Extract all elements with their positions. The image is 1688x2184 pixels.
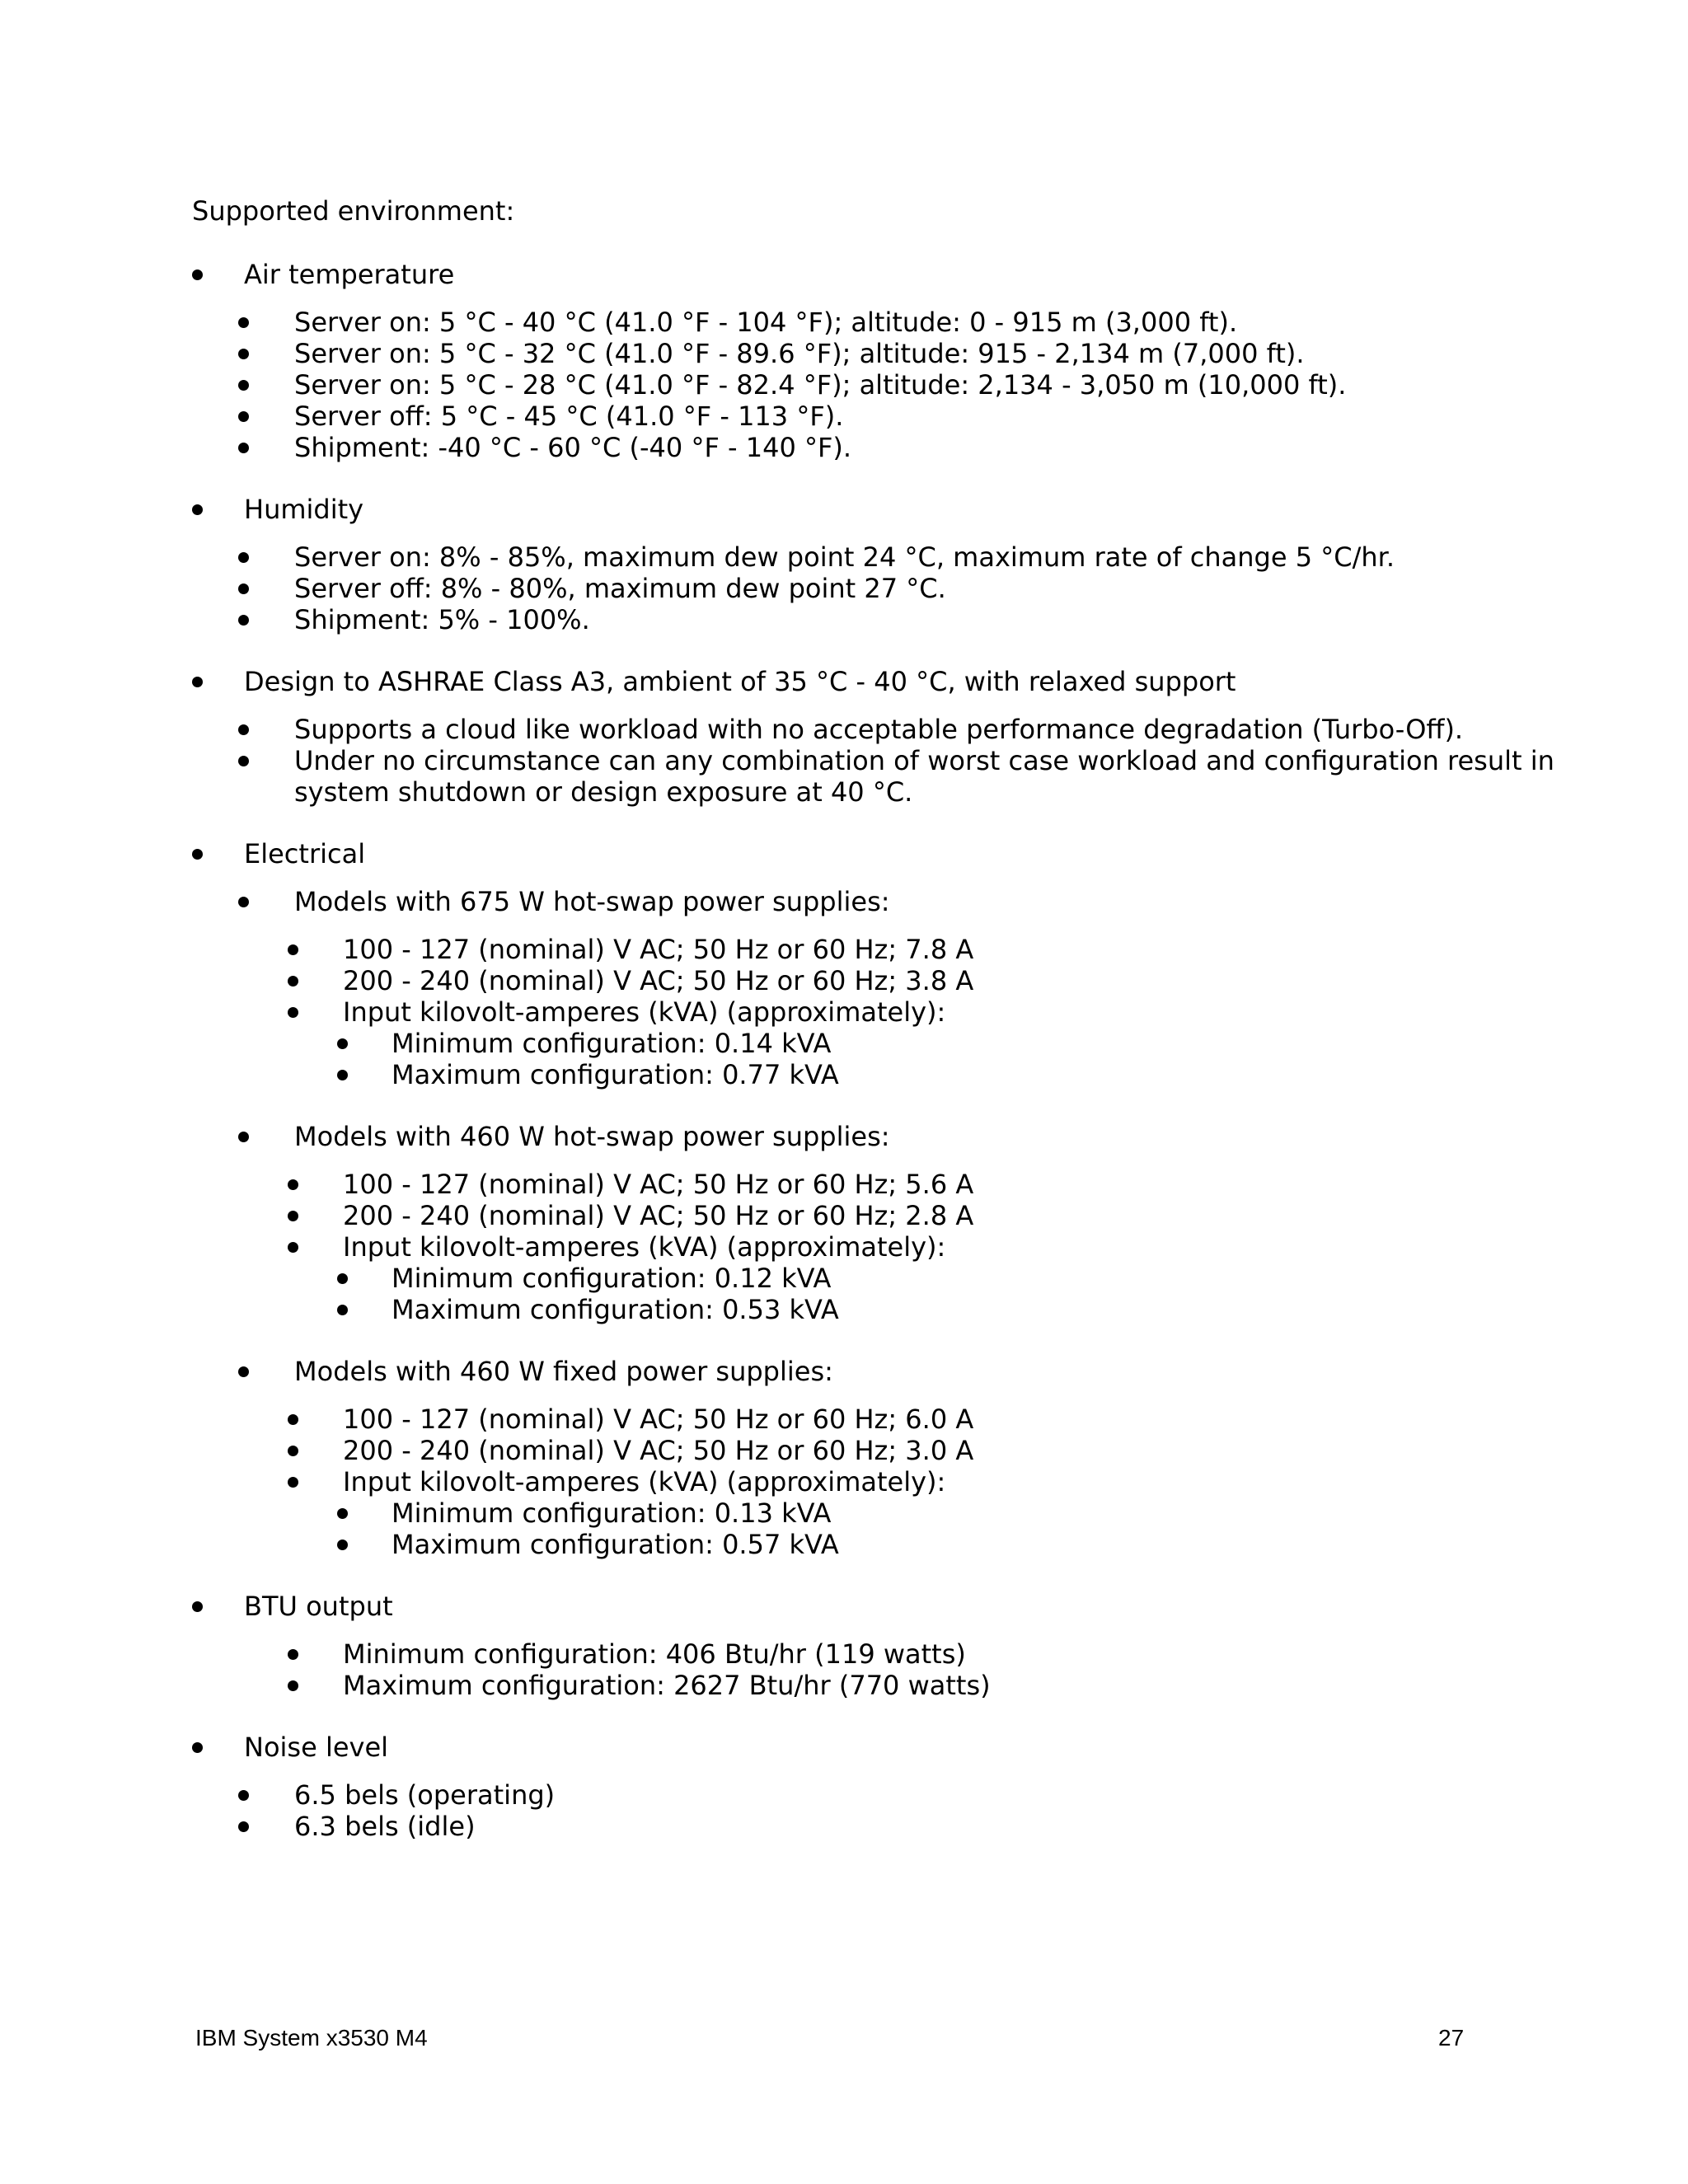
list-item: Maximum configuration: 0.53 kVA	[392, 1294, 839, 1325]
bullet-icon	[288, 1179, 298, 1190]
bullet-icon	[192, 677, 203, 687]
bullet-icon	[238, 583, 249, 594]
section-title-humidity: Humidity	[244, 494, 364, 525]
bullet-icon	[192, 269, 203, 280]
bullet-icon	[192, 849, 203, 860]
list-item: 100 - 127 (nominal) V AC; 50 Hz or 60 Hz; 5.6 A	[343, 1169, 974, 1200]
list-item: Minimum configuration: 0.14 kVA	[392, 1028, 832, 1059]
bullet-icon	[192, 504, 203, 515]
group-title: Models with 460 W fixed power supplies:	[294, 1356, 833, 1387]
list-item: Supports a cloud like workload with no acceptable performance degradation (Turbo-Off).	[294, 714, 1464, 745]
bullet-icon	[238, 411, 249, 422]
list-item: Maximum configuration: 0.77 kVA	[392, 1059, 839, 1090]
list-item: 200 - 240 (nominal) V AC; 50 Hz or 60 Hz; 2.8 A	[343, 1200, 974, 1231]
bullet-icon	[337, 1273, 348, 1284]
bullet-icon	[238, 349, 249, 359]
section-title-air-temperature: Air temperature	[244, 259, 455, 290]
bullet-icon	[288, 1680, 298, 1691]
list-item: 6.5 bels (operating)	[294, 1779, 556, 1811]
list-item: Server on: 5 °C - 32 °C (41.0 °F - 89.6 °F); altitude: 915 - 2,134 m (7,000 ft).	[294, 338, 1305, 369]
bullet-icon	[337, 1038, 348, 1049]
bullet-icon	[238, 1366, 249, 1377]
list-item: Input kilovolt-amperes (kVA) (approximately):	[343, 996, 946, 1028]
bullet-icon	[288, 1477, 298, 1488]
list-item: Input kilovolt-amperes (kVA) (approximately):	[343, 1231, 946, 1263]
list-item: Shipment: 5% - 100%.	[294, 604, 590, 635]
bullet-icon	[238, 1132, 249, 1142]
list-item: Minimum configuration: 406 Btu/hr (119 watts)	[343, 1638, 966, 1670]
bullet-icon	[288, 944, 298, 955]
section-title-electrical: Electrical	[244, 838, 366, 869]
list-item: Server on: 5 °C - 40 °C (41.0 °F - 104 °F); altitude: 0 - 915 m (3,000 ft).	[294, 307, 1238, 338]
bullet-icon	[238, 317, 249, 328]
list-item: Server off: 8% - 80%, maximum dew point 27 °C.	[294, 573, 946, 604]
bullet-icon	[288, 976, 298, 987]
bullet-icon	[288, 1649, 298, 1660]
list-item: 200 - 240 (nominal) V AC; 50 Hz or 60 Hz; 3.8 A	[343, 965, 974, 996]
bullet-icon	[288, 1211, 298, 1221]
group-title: Models with 460 W hot-swap power supplies:	[294, 1121, 890, 1152]
page-number: 27	[1438, 2025, 1465, 2050]
list-item: Maximum configuration: 2627 Btu/hr (770 watts)	[343, 1670, 991, 1701]
bullet-icon	[288, 1414, 298, 1425]
bullet-icon	[238, 1790, 249, 1801]
list-item: Server off: 5 °C - 45 °C (41.0 °F - 113 °F).	[294, 401, 844, 432]
bullet-icon	[238, 615, 249, 626]
bullet-icon	[337, 1070, 348, 1080]
bullet-icon	[288, 1007, 298, 1018]
list-item: 200 - 240 (nominal) V AC; 50 Hz or 60 Hz; 3.0 A	[343, 1435, 974, 1466]
bullet-icon	[337, 1305, 348, 1315]
list-item: Server on: 5 °C - 28 °C (41.0 °F - 82.4 °F); altitude: 2,134 - 3,050 m (10,000 ft).	[294, 369, 1347, 401]
list-item: Server on: 8% - 85%, maximum dew point 24 °C, maximum rate of change 5 °C/hr.	[294, 541, 1395, 573]
bullet-icon	[238, 380, 249, 391]
list-item: Shipment: -40 °C - 60 °C (-40 °F - 140 °F).	[294, 432, 852, 463]
group-title: Models with 675 W hot-swap power supplies:	[294, 886, 890, 917]
bullet-icon	[337, 1540, 348, 1550]
list-item: 100 - 127 (nominal) V AC; 50 Hz or 60 Hz; 6.0 A	[343, 1404, 974, 1435]
list-item: 100 - 127 (nominal) V AC; 50 Hz or 60 Hz; 7.8 A	[343, 934, 974, 965]
list-item: Minimum configuration: 0.12 kVA	[392, 1263, 832, 1294]
bullet-icon	[238, 724, 249, 735]
list-item: 6.3 bels (idle)	[294, 1811, 476, 1842]
bullet-icon	[238, 897, 249, 907]
bullet-icon	[288, 1446, 298, 1456]
list-item: Under no circumstance can any combination of worst case workload and configuration result in	[294, 745, 1554, 776]
intro-text: Supported environment:	[192, 195, 515, 227]
list-item-continuation: system shutdown or design exposure at 40 °C.	[294, 776, 913, 808]
bullet-icon	[238, 1821, 249, 1832]
list-item: Maximum configuration: 0.57 kVA	[392, 1529, 839, 1560]
section-title-ashrae: Design to ASHRAE Class A3, ambient of 35 °C - 40 °C, with relaxed support	[244, 666, 1236, 697]
bullet-icon	[238, 552, 249, 563]
list-item: Input kilovolt-amperes (kVA) (approximately):	[343, 1466, 946, 1497]
section-title-noise-level: Noise level	[244, 1732, 389, 1763]
bullet-icon	[238, 443, 249, 453]
bullet-icon	[192, 1601, 203, 1612]
bullet-icon	[238, 756, 249, 766]
section-title-btu-output: BTU output	[244, 1591, 393, 1622]
list-item: Minimum configuration: 0.13 kVA	[392, 1497, 832, 1529]
bullet-icon	[288, 1242, 298, 1253]
bullet-icon	[192, 1742, 203, 1753]
bullet-icon	[337, 1508, 348, 1519]
footer-product-name: IBM System x3530 M4	[195, 2025, 428, 2050]
